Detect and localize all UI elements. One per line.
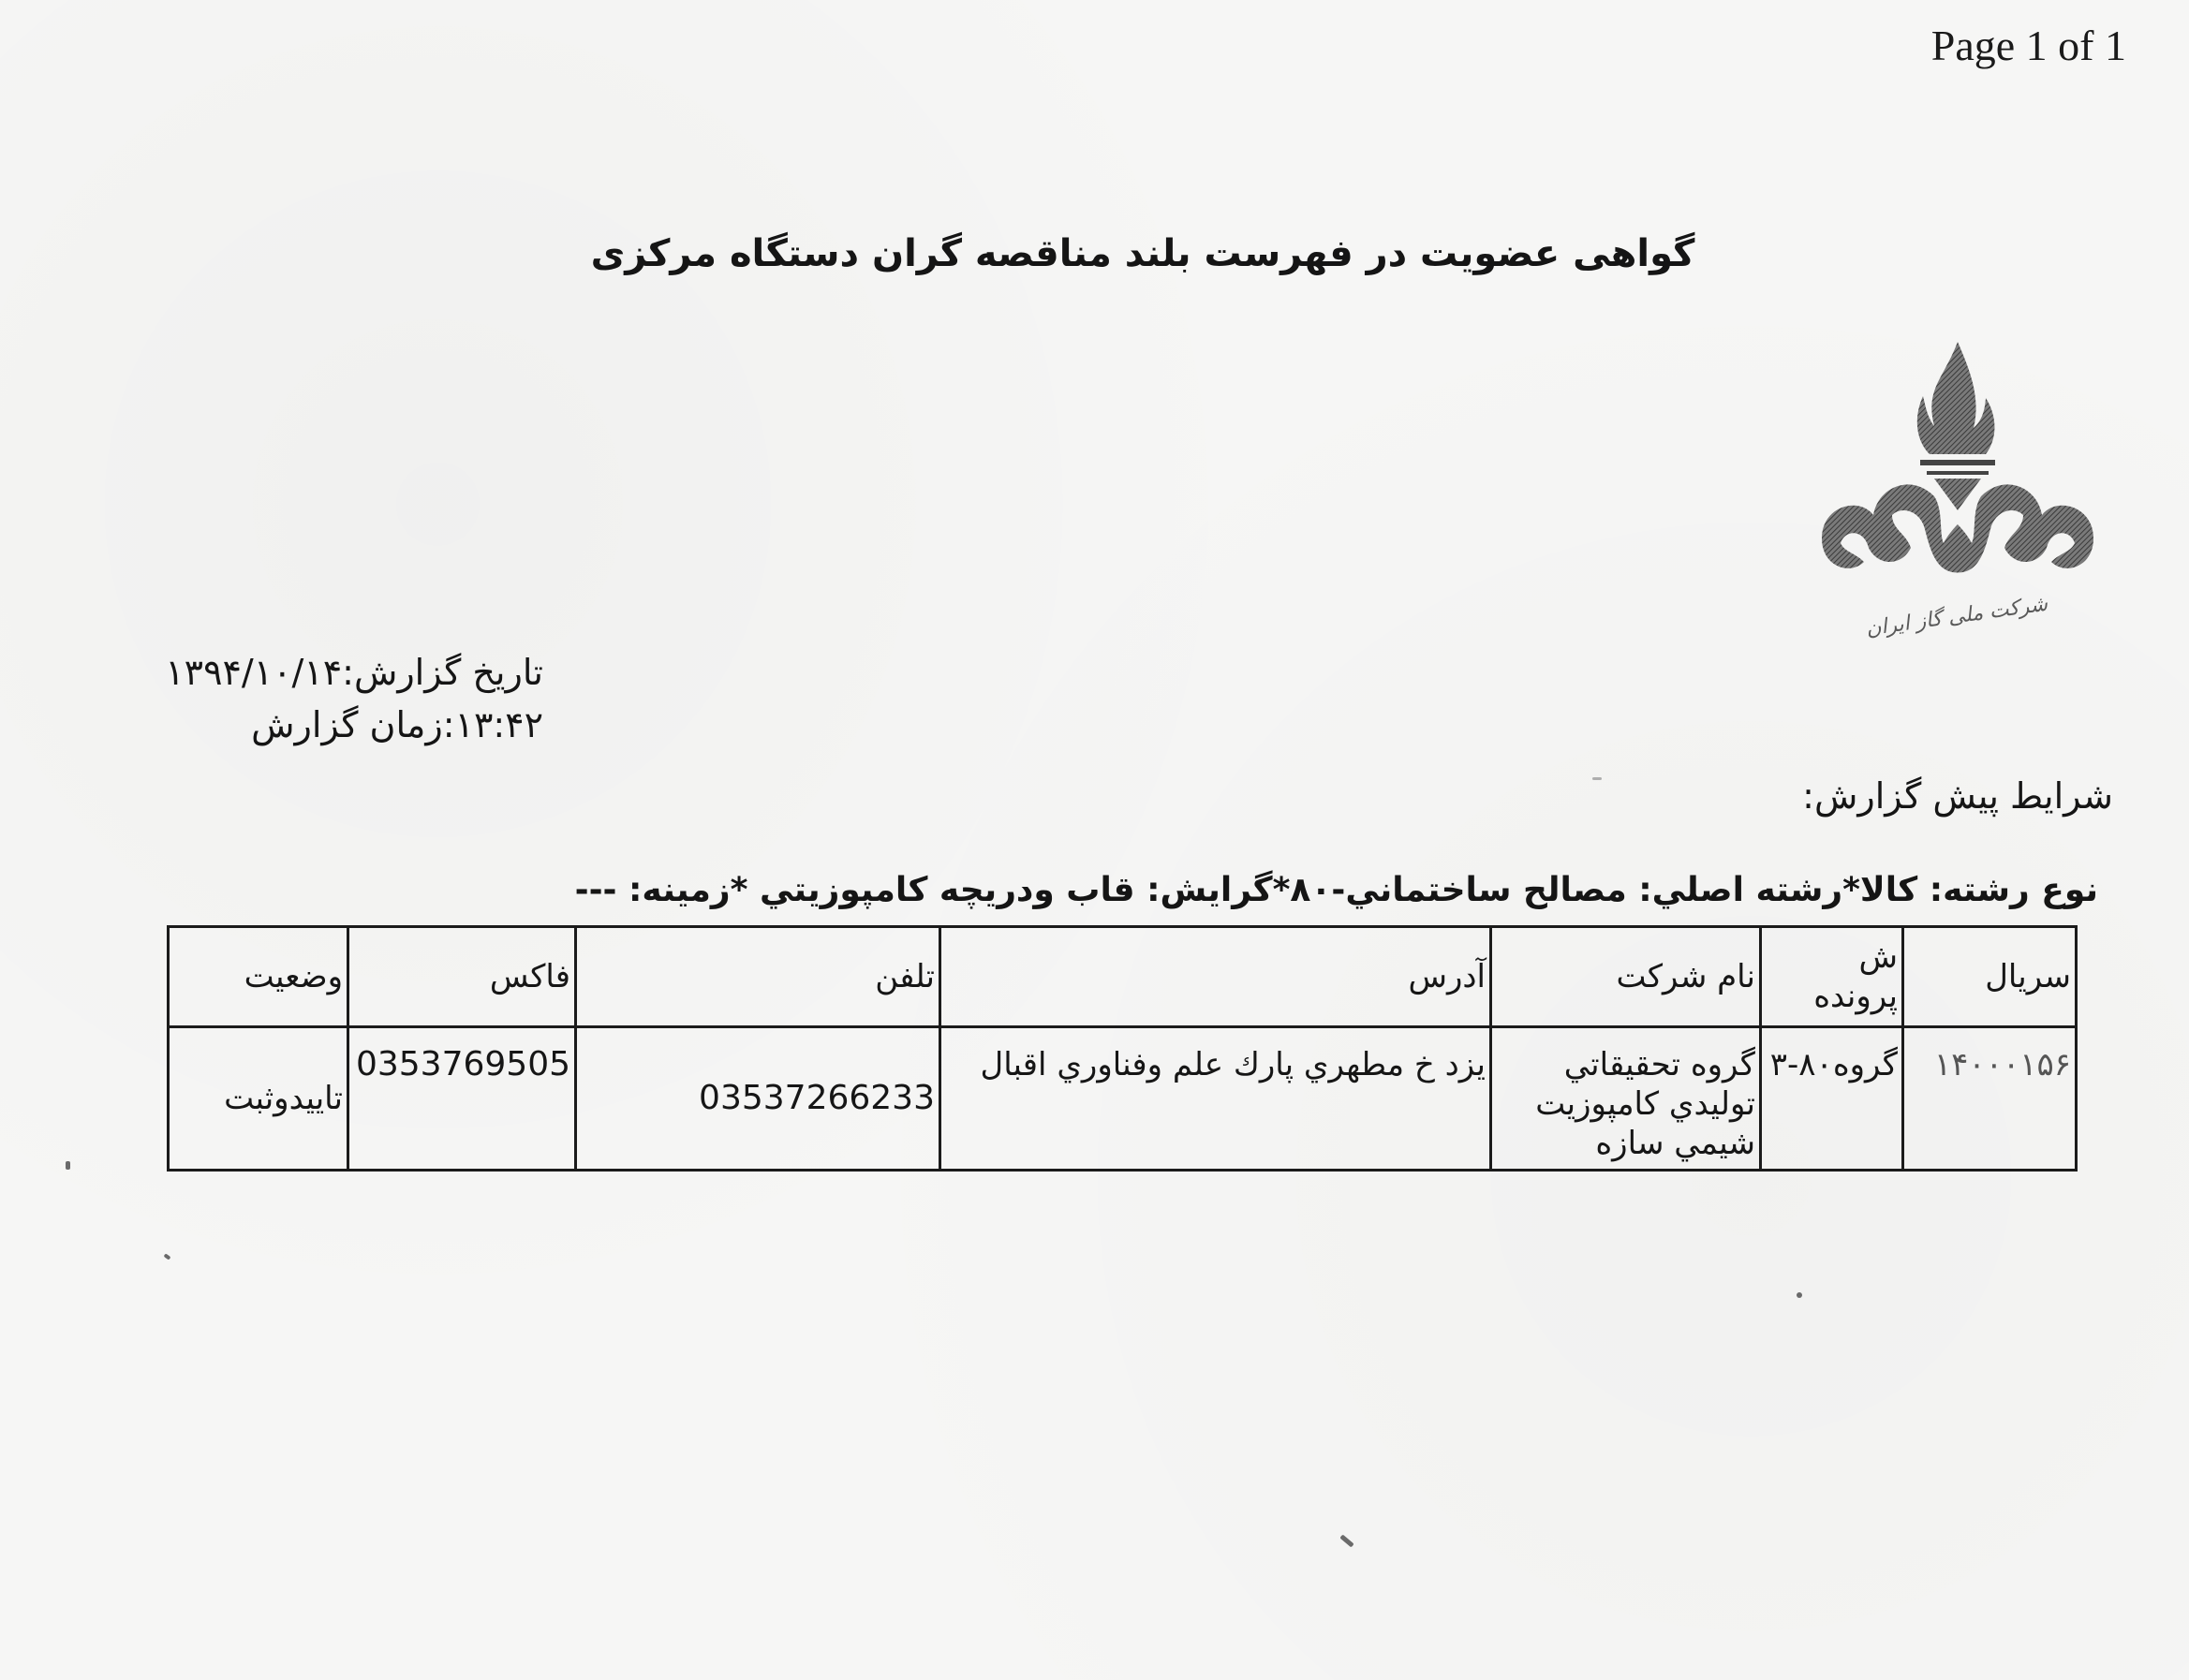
report-time: ۱۳:۴۲:زمان گزارش — [251, 704, 543, 745]
col-header-phone: تلفن — [576, 927, 940, 1027]
scan-speck — [66, 1161, 70, 1170]
conditions-heading: شرایط پیش گزارش: — [1802, 775, 2113, 817]
scan-speck — [1592, 777, 1602, 780]
col-header-company: نام شرکت — [1491, 927, 1761, 1027]
col-header-file-no-label: ش پرونده — [1813, 938, 1898, 1015]
col-header-fax: فاکس — [348, 927, 576, 1027]
cell-file-no: گروه۸۰-۳ — [1761, 1027, 1903, 1171]
col-header-file-no — [1761, 927, 1903, 1027]
col-header-address: آدرس — [940, 927, 1491, 1027]
cell-phone — [576, 1027, 940, 1171]
cell-company: گروه تحقیقاتي توليدي کامپوزيت شيمي سازه — [1491, 1027, 1761, 1171]
report-date: تاریخ گزارش:۱۳۹۴/۱۰/۱۴ — [165, 652, 543, 693]
scan-speck — [1797, 1292, 1802, 1298]
col-header-status: وضعیت — [169, 927, 348, 1027]
filter-criteria: نوع رشته: کالا*رشته اصلي: مصالح ساختماني-۸۰*گرایش: قاب ودریچه کامپوزيتي *زمینه: --- — [574, 871, 2098, 909]
report-meta — [94, 646, 543, 751]
logo-caption: شرکت ملی گاز ایران — [1864, 592, 2049, 641]
cell-fax-value: 0353769505 — [355, 1045, 570, 1083]
cell-serial: ۱۴۰۰۰۱۵۶ — [1903, 1027, 2077, 1171]
table-row — [169, 1027, 2077, 1171]
scan-speck — [163, 1253, 170, 1260]
scan-speck — [1339, 1534, 1353, 1547]
table-header-row — [169, 927, 2077, 1027]
col-header-serial: سریال — [1903, 927, 2077, 1027]
cell-address: يزد خ مطهري پارك علم وفناوري اقبال — [940, 1027, 1491, 1171]
page-indicator: Page 1 of 1 — [1930, 22, 2126, 69]
results-table — [167, 925, 2078, 1172]
flame-logo-icon — [1803, 323, 2112, 641]
cell-phone-value: 03537266233 — [699, 1079, 935, 1117]
cell-fax — [348, 1027, 576, 1171]
cell-status: تاييدوثبت — [169, 1027, 348, 1171]
company-logo — [1803, 323, 2112, 641]
document-title: گواهی عضویت در فهرست بلند مناقصه گران دستگاه مرکزی — [590, 232, 1695, 275]
